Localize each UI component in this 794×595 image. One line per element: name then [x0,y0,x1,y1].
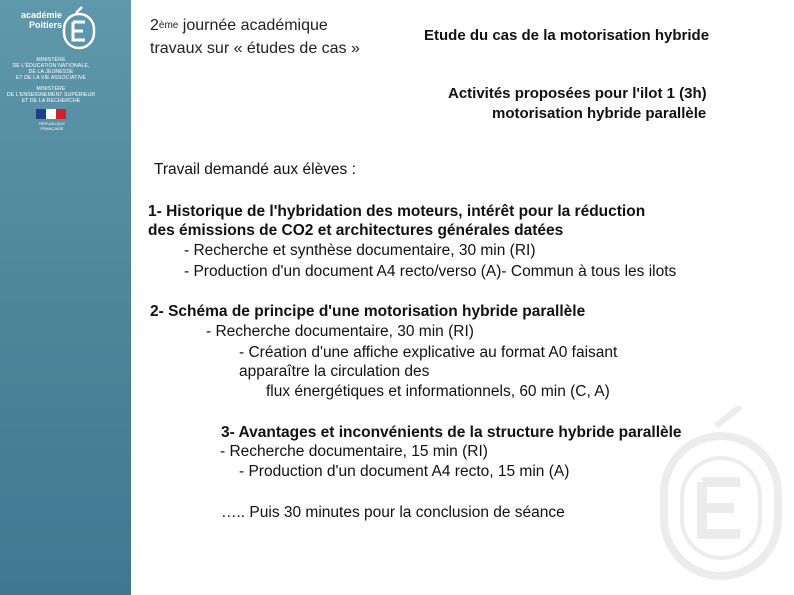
academie-logo-text [6,10,62,30]
case-study-title: Etude du cas de la motorisation hybride [424,27,710,44]
sidebar-band [0,0,131,595]
section-2-item: - Création d'une affiche explicative au format A0 faisant [239,344,618,361]
academie-label: académie [20,10,62,20]
poitiers-label: Poitiers [28,20,62,30]
ministry-education-label: MINISTÈRE DE L'ÉDUCATION NATIONALE, DE LA JEUNESSE ET DE LA VIE ASSOCIATIVE [12,57,90,81]
section-3-item: - Recherche documentaire, 15 min (RI) [220,443,488,460]
header-event-title: 2ème journée académique travaux sur « études de cas » [150,17,360,57]
section-3-title: 3- Avantages et inconvénients de la structure hybride parallèle [221,424,682,441]
republique-label: RÉPUBLIQUE FRANÇAISE [39,121,65,131]
conclusion-note: ….. Puis 30 minutes pour la conclusion de séance [221,504,565,521]
section-2-title: 2- Schéma de principe d'une motorisation hybride parallèle [150,303,586,320]
section-1-title: 1- Historique de l'hybridation des moteurs, intérêt pour la réduction [148,203,646,220]
header-subtitle: travaux sur « études de cas » [150,40,360,57]
section-1-item: - Production d'un document A4 recto/verso (A)- Commun à tous les ilots [184,263,677,280]
section-1-item: - Recherche et synthèse documentaire, 30 min (RI) [184,242,536,259]
activities-heading: Activités proposées pour l'ilot 1 (3h) motorisation hybride parallèle [448,85,707,122]
work-title: Travail demandé aux élèves : [154,161,356,178]
section-3-item: - Production d'un document A4 recto, 15 min (A) [239,463,570,480]
section-1-title-cont: des émissions de CO2 et architectures générales datées [148,222,564,239]
section-2-item-cont: flux énergétiques et informationnels, 60 min (C, A) [266,383,610,400]
academie-e-logo-icon [62,6,96,50]
french-flag-icon [36,109,66,119]
ministry-research-label: MINISTÈRE DE L'ENSEIGNEMENT SUPÉRIEUR ET DE LA RECHERCHE [6,86,96,104]
section-2-item-cont: apparaître la circulation des [239,363,430,380]
section-2-item: - Recherche documentaire, 30 min (RI) [206,323,474,340]
